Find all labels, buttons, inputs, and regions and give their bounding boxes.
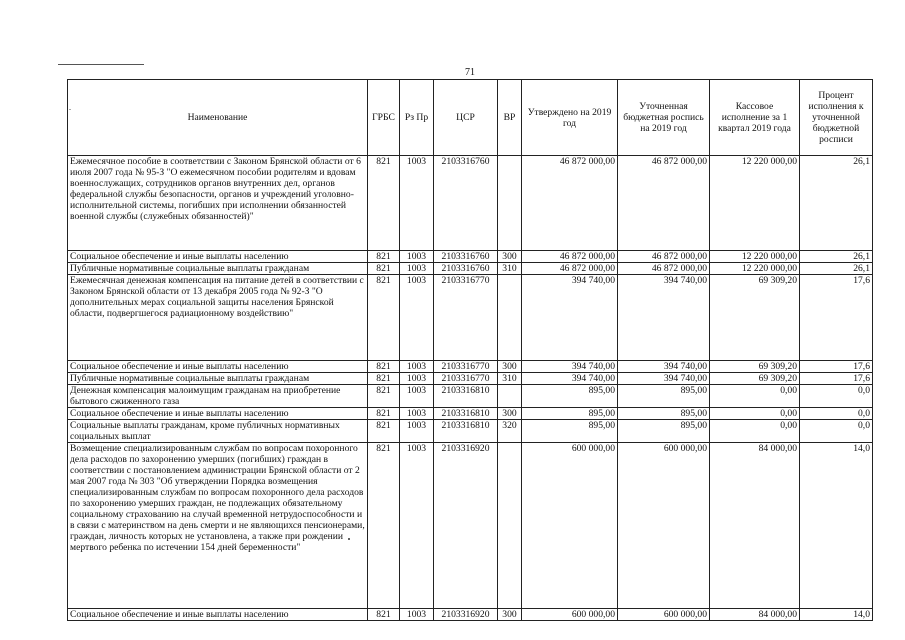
table-row xyxy=(68,263,873,275)
row-vr: 300 xyxy=(498,609,522,621)
row-name: Социальные выплаты гражданам, кроме публичных нормативных социальных выплат xyxy=(68,420,368,443)
header-percent: Процент исполнения к уточненной бюджетной росписи xyxy=(800,80,873,156)
table-row xyxy=(68,385,873,408)
row-percent: 0,0 xyxy=(800,420,873,443)
row-approved: 600 000,00 xyxy=(522,609,618,621)
row-refined: 394 740,00 xyxy=(618,373,710,385)
row-vr xyxy=(498,275,522,361)
row-vr: 300 xyxy=(498,251,522,263)
row-name: Социальное обеспечение и иные выплаты населению xyxy=(68,361,368,373)
header-csr: ЦСР xyxy=(434,80,498,156)
header-grbs: ГРБС xyxy=(368,80,400,156)
row-csr: 2103316920 xyxy=(434,609,498,621)
row-refined: 895,00 xyxy=(618,408,710,420)
row-cash: 0,00 xyxy=(710,385,800,408)
row-approved: 394 740,00 xyxy=(522,361,618,373)
row-refined: 46 872 000,00 xyxy=(618,251,710,263)
row-name: Публичные нормативные социальные выплаты гражданам xyxy=(68,373,368,385)
table-row xyxy=(68,156,873,251)
row-approved: 46 872 000,00 xyxy=(522,156,618,251)
table-row xyxy=(68,443,873,609)
row-csr: 2103316770 xyxy=(434,373,498,385)
row-rzpr: 1003 xyxy=(400,373,434,385)
budget-table xyxy=(67,79,873,621)
row-refined: 600 000,00 xyxy=(618,443,710,609)
header-refined: Уточненная бюджетная роспись на 2019 год xyxy=(618,80,710,156)
row-grbs: 821 xyxy=(368,156,400,251)
row-cash: 69 309,20 xyxy=(710,361,800,373)
row-csr: 2103316760 xyxy=(434,251,498,263)
table-row xyxy=(68,408,873,420)
row-refined: 895,00 xyxy=(618,385,710,408)
row-vr xyxy=(498,156,522,251)
row-vr xyxy=(498,385,522,408)
row-percent: 17,6 xyxy=(800,275,873,361)
row-name: Социальное обеспечение и иные выплаты населению xyxy=(68,408,368,420)
row-rzpr: 1003 xyxy=(400,443,434,609)
table-header xyxy=(68,80,873,156)
row-vr: 310 xyxy=(498,263,522,275)
row-rzpr: 1003 xyxy=(400,156,434,251)
row-grbs: 821 xyxy=(368,385,400,408)
row-cash: 0,00 xyxy=(710,408,800,420)
header-rzpr: Рз Пр xyxy=(400,80,434,156)
row-approved: 895,00 xyxy=(522,385,618,408)
row-csr: 2103316770 xyxy=(434,275,498,361)
header-name: Наименование xyxy=(68,80,368,156)
row-percent: 0,0 xyxy=(800,385,873,408)
row-csr: 2103316810 xyxy=(434,420,498,443)
row-percent: 26,1 xyxy=(800,156,873,251)
row-csr: 2103316810 xyxy=(434,385,498,408)
row-rzpr: 1003 xyxy=(400,609,434,621)
row-percent: 17,6 xyxy=(800,361,873,373)
row-grbs: 821 xyxy=(368,361,400,373)
row-rzpr: 1003 xyxy=(400,420,434,443)
top-rule xyxy=(58,64,144,65)
header-vr: ВР xyxy=(498,80,522,156)
row-cash: 12 220 000,00 xyxy=(710,251,800,263)
row-percent: 17,6 xyxy=(800,373,873,385)
row-vr: 300 xyxy=(498,361,522,373)
row-rzpr: 1003 xyxy=(400,385,434,408)
row-csr: 2103316760 xyxy=(434,156,498,251)
row-percent: 26,1 xyxy=(800,251,873,263)
row-name: Социальное обеспечение и иные выплаты населению xyxy=(68,609,368,621)
row-approved: 394 740,00 xyxy=(522,373,618,385)
row-grbs: 821 xyxy=(368,251,400,263)
row-cash: 84 000,00 xyxy=(710,443,800,609)
table-row xyxy=(68,609,873,621)
row-percent: 14,0 xyxy=(800,443,873,609)
row-refined: 46 872 000,00 xyxy=(618,263,710,275)
row-refined: 600 000,00 xyxy=(618,609,710,621)
row-approved: 46 872 000,00 xyxy=(522,251,618,263)
row-vr: 310 xyxy=(498,373,522,385)
row-csr: 2103316920 xyxy=(434,443,498,609)
row-rzpr: 1003 xyxy=(400,361,434,373)
row-approved: 895,00 xyxy=(522,408,618,420)
row-refined: 394 740,00 xyxy=(618,361,710,373)
row-name: Ежемесячное пособие в соответствии с Законом Брянской области от 6 июля 2007 года № 95-З "О ежемесячном пособии родителям и вдовам военнослужащих, сотрудников органов внутренних дел, органов федеральной службы безопасности, органов и учреждений уголовно-исполнительной системы, погибших при исполнении обязанностей военной службы (служебных обязанностей)" xyxy=(68,156,368,251)
row-approved: 600 000,00 xyxy=(522,443,618,609)
row-grbs: 821 xyxy=(368,263,400,275)
table-row xyxy=(68,373,873,385)
row-name: Денежная компенсация малоимущим гражданам на приобретение бытового сжиженного газа xyxy=(68,385,368,408)
row-vr: 320 xyxy=(498,420,522,443)
margin-mark: . xyxy=(69,103,71,112)
row-grbs: 821 xyxy=(368,443,400,609)
table-row xyxy=(68,275,873,361)
row-grbs: 821 xyxy=(368,275,400,361)
row-name: Возмещение специализированным службам по вопросам похоронного дела расходов по захоронению умерших (погибших) граждан в соответствии с постановлением администрации Брянской области от 2 мая 2007 года № 303 "Об утверждении Порядка возмещения специализированным службам по вопросам похоронного дела расходов по захоронению умерших граждан, не подлежащих обязательному социальному страхованию на случай временной нетрудоспособности и в связи с материнством на день смерти и не являющихся пенсионерами, граждан, личность которых не установлена, а также при рождении мертвого ребенка по истечении 154 дней беременности" xyxy=(68,443,368,609)
table-row xyxy=(68,361,873,373)
row-refined: 895,00 xyxy=(618,420,710,443)
row-rzpr: 1003 xyxy=(400,408,434,420)
row-cash: 0,00 xyxy=(710,420,800,443)
row-cash: 84 000,00 xyxy=(710,609,800,621)
row-percent: 0,0 xyxy=(800,408,873,420)
row-cash: 12 220 000,00 xyxy=(710,156,800,251)
row-name: Социальное обеспечение и иные выплаты населению xyxy=(68,251,368,263)
row-grbs: 821 xyxy=(368,373,400,385)
header-approved: Утверждено на 2019 год xyxy=(522,80,618,156)
row-grbs: 821 xyxy=(368,408,400,420)
row-percent: 14,0 xyxy=(800,609,873,621)
row-vr: 300 xyxy=(498,408,522,420)
row-approved: 46 872 000,00 xyxy=(522,263,618,275)
row-vr xyxy=(498,443,522,609)
row-name: Ежемесячная денежная компенсация на питание детей в соответствии с Законом Брянской области от 13 декабря 2005 года № 92-З "О дополнительных мерах социальной защиты населения Брянской области, подвергшегося радиационному воздействию" xyxy=(68,275,368,361)
row-grbs: 821 xyxy=(368,609,400,621)
row-csr: 2103316770 xyxy=(434,361,498,373)
row-csr: 2103316810 xyxy=(434,408,498,420)
row-approved: 895,00 xyxy=(522,420,618,443)
page-number: 71 xyxy=(465,67,475,78)
row-rzpr: 1003 xyxy=(400,275,434,361)
row-rzpr: 1003 xyxy=(400,263,434,275)
table-row xyxy=(68,420,873,443)
row-name: Публичные нормативные социальные выплаты гражданам xyxy=(68,263,368,275)
row-csr: 2103316760 xyxy=(434,263,498,275)
row-refined: 46 872 000,00 xyxy=(618,156,710,251)
table-row xyxy=(68,251,873,263)
row-grbs: 821 xyxy=(368,420,400,443)
row-percent: 26,1 xyxy=(800,263,873,275)
row-rzpr: 1003 xyxy=(400,251,434,263)
header-cash: Кассовое исполнение за 1 квартал 2019 года xyxy=(710,80,800,156)
row-approved: 394 740,00 xyxy=(522,275,618,361)
row-refined: 394 740,00 xyxy=(618,275,710,361)
row-cash: 12 220 000,00 xyxy=(710,263,800,275)
row-cash: 69 309,20 xyxy=(710,373,800,385)
row-cash: 69 309,20 xyxy=(710,275,800,361)
